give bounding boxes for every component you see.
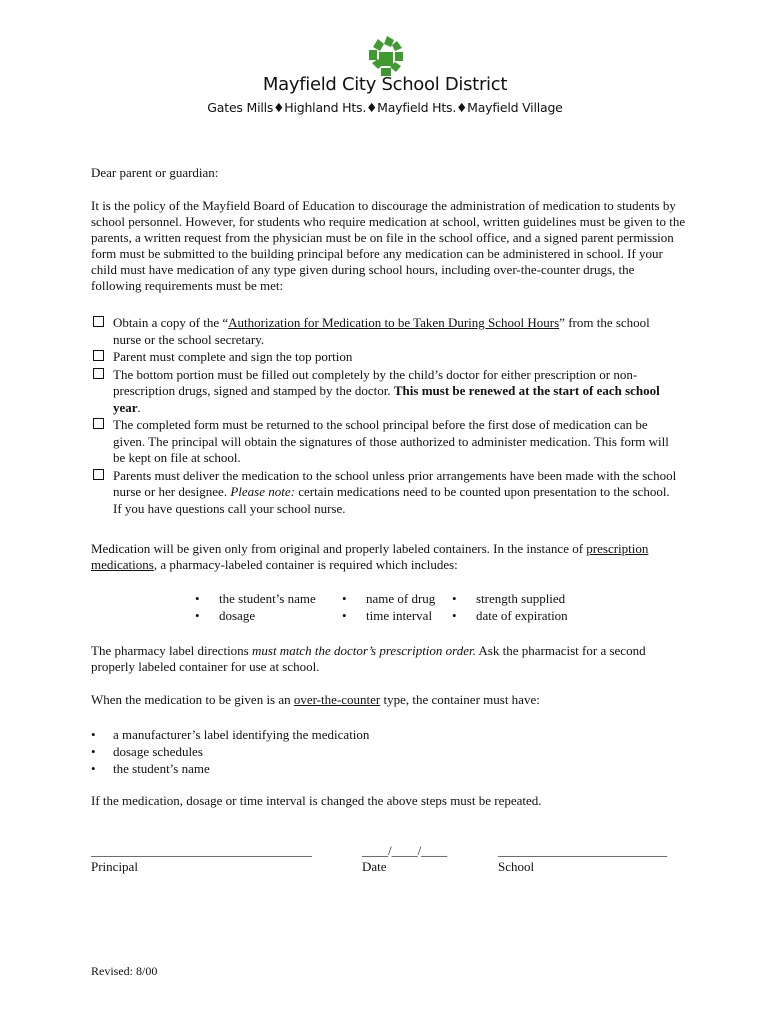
- checklist-text: .: [137, 399, 141, 415]
- list-item: • strength supplied: [452, 590, 568, 607]
- date-signature: [362, 843, 447, 875]
- checklist-text: Parent must complete and sign the top portion: [113, 349, 353, 364]
- checklist-item: [91, 315, 681, 348]
- checkbox-icon: [93, 418, 104, 429]
- please-note: Please note:: [230, 484, 295, 499]
- checkbox-icon: [93, 316, 104, 327]
- district-towns: Gates Mills♦Highland Hts.♦Mayfield Hts.♦Mayfield Village: [207, 100, 563, 115]
- checklist-text: certain medications need to be counted upon presentation to the school. If you have questions call your school nurse.: [113, 484, 670, 516]
- requirements-column: [195, 590, 316, 624]
- checklist-item: [91, 367, 681, 417]
- repeat-steps-note: If the medication, dosage or time interval is changed the above steps must be repeated.: [91, 793, 542, 808]
- date-label: Date: [362, 859, 387, 874]
- requirements-checklist: [91, 315, 681, 518]
- checklist-item: [91, 417, 681, 467]
- checkbox-icon: [93, 350, 104, 361]
- paragraph-text: , a pharmacy-labeled container is required which includes:: [153, 557, 458, 572]
- otc-requirements-list: [91, 726, 369, 777]
- checkbox-icon: [93, 469, 104, 480]
- list-item: • dosage: [195, 607, 316, 624]
- principal-label: Principal: [91, 859, 138, 874]
- list-item: • name of drug: [342, 590, 435, 607]
- list-item: • a manufacturer’s label identifying the medication: [91, 726, 369, 743]
- otc-intro: [91, 692, 686, 708]
- paragraph-text: Medication will be given only from original and properly labeled containers. In the instance of: [91, 541, 587, 556]
- paragraph-text: Ask the pharmacist for a second properly labeled container for use at school.: [91, 643, 646, 674]
- over-the-counter-term: over-the-counter: [293, 692, 381, 707]
- checklist-text: Obtain a copy of the “: [113, 315, 229, 330]
- principal-signature: [91, 843, 312, 875]
- requirements-column: [452, 590, 568, 624]
- checkbox-icon: [93, 368, 104, 379]
- salutation: Dear parent or guardian:: [91, 165, 219, 180]
- paragraph-text: The pharmacy label directions: [91, 643, 252, 658]
- checklist-text: ” from the school nurse or the school secretary.: [113, 315, 650, 347]
- containers-paragraph: [91, 541, 686, 573]
- checklist-text: The bottom portion must be filled out completely by the child’s doctor for either prescription or non-prescription drugs, signed and stamped by the doctor.: [113, 366, 638, 398]
- checklist-text: The completed form must be returned to the school principal before the first dose of medication can be given. The principal will obtain the signatures of those authorized to administer medication. This form will be kept on file at school.: [113, 417, 669, 465]
- pharmacy-paragraph: [91, 643, 686, 675]
- checklist-text: Parents must deliver the medication to the school unless prior arrangements have been made with the school nurse or her designee.: [113, 467, 677, 499]
- school-line: __________________________: [498, 843, 667, 858]
- list-item: • dosage schedules: [91, 743, 369, 760]
- list-item: • date of expiration: [452, 607, 568, 624]
- renewal-notice: This must be renewed at the start of each school year: [113, 383, 660, 415]
- checklist-item: [91, 468, 681, 518]
- requirements-column: [342, 590, 435, 624]
- district-name: Mayfield City School District: [262, 74, 508, 95]
- list-item: • the student’s name: [195, 590, 316, 607]
- prescription-medications-term: prescription medications: [91, 541, 649, 572]
- policy-paragraph: It is the policy of the Mayfield Board of Education to discourage the administration of medication to students by school personnel. However, for students who require medication at school, written guidelines must be given to the parents, a written request from the physician must be on file in the school office, and a signed parent permission form must be submitted to the building principal before any medication can be administered in school. If your child must have medication of any type given during school hours, including over-the-counter drugs, the following requirements must be met:: [91, 198, 686, 293]
- list-item: • time interval: [342, 607, 435, 624]
- school-signature: [498, 843, 667, 875]
- paragraph-text: When the medication to be given is an: [91, 692, 294, 707]
- date-line: ____/____/____: [362, 843, 448, 858]
- school-label: School: [498, 859, 535, 874]
- authorization-form-title: Authorization for Medication to be Taken During School Hours: [228, 315, 560, 330]
- checklist-item: [91, 349, 681, 366]
- list-item: • the student’s name: [91, 760, 369, 777]
- principal-signature-line: __________________________________: [91, 843, 312, 858]
- paragraph-text: type, the container must have:: [380, 692, 540, 707]
- emphasis-text: must match the doctor’s prescription order.: [252, 643, 476, 658]
- revision-date: Revised: 8/00: [91, 964, 158, 978]
